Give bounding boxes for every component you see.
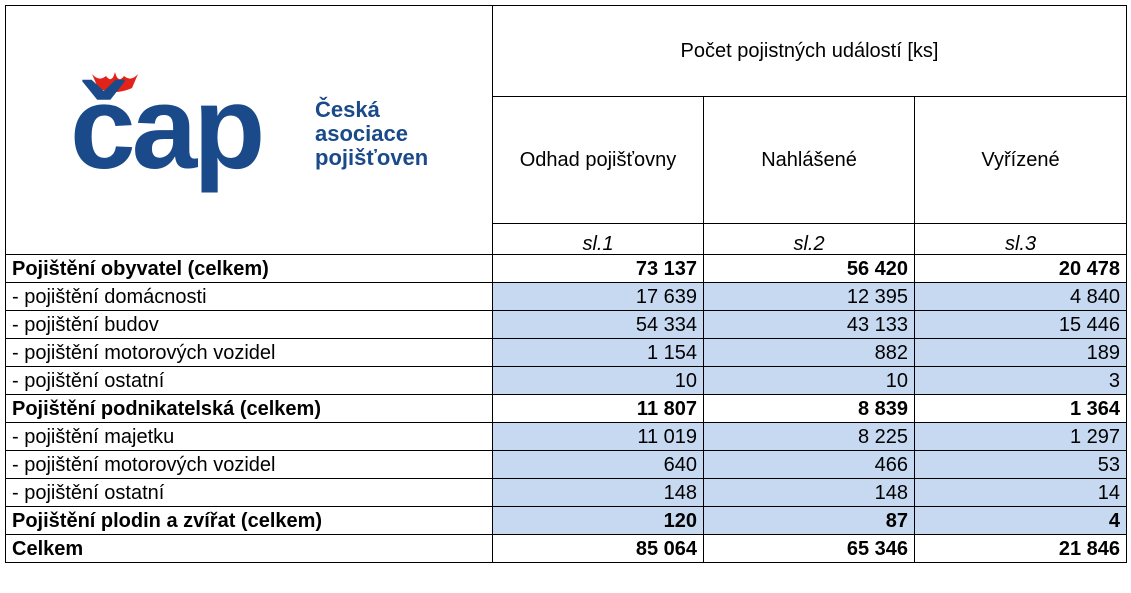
logo-cell	[6, 6, 493, 255]
row-value: 882	[704, 339, 915, 367]
column-header-settled: Vyřízené	[915, 97, 1127, 224]
row-label: Pojištění plodin a zvířat (celkem)	[6, 507, 493, 535]
row-value: 87	[704, 507, 915, 535]
row-label: Celkem	[6, 535, 493, 563]
row-value: 54 334	[493, 311, 704, 339]
row-value: 3	[915, 367, 1127, 395]
row-value: 1 154	[493, 339, 704, 367]
table-row	[6, 507, 1127, 535]
row-value: 21 846	[915, 535, 1127, 563]
row-value: 10	[704, 367, 915, 395]
row-value: 640	[493, 451, 704, 479]
row-value: 15 446	[915, 311, 1127, 339]
table-row	[6, 311, 1127, 339]
row-value: 4	[915, 507, 1127, 535]
group-header: Počet pojistných událostí [ks]	[493, 6, 1127, 97]
table-row	[6, 367, 1127, 395]
row-value: 189	[915, 339, 1127, 367]
row-value: 14	[915, 479, 1127, 507]
table-row	[6, 451, 1127, 479]
row-value: 56 420	[704, 255, 915, 283]
claims-table	[5, 5, 1127, 563]
column-id-3: sl.3	[915, 223, 1127, 254]
logo-abbrev: čap	[70, 62, 262, 194]
row-label: - pojištění domácnosti	[6, 283, 493, 311]
table-row	[6, 423, 1127, 451]
column-header-reported: Nahlášené	[704, 97, 915, 224]
row-value: 17 639	[493, 283, 704, 311]
row-value: 73 137	[493, 255, 704, 283]
logo-name	[315, 98, 428, 170]
column-id-2: sl.2	[704, 223, 915, 254]
row-value: 10	[493, 367, 704, 395]
table-row	[6, 395, 1127, 423]
logo-name-line-3: pojišťoven	[315, 145, 429, 170]
row-value: 148	[493, 479, 704, 507]
row-label: - pojištění majetku	[6, 423, 493, 451]
row-label: - pojištění budov	[6, 311, 493, 339]
column-header-estimate: Odhad pojišťovny	[493, 97, 704, 224]
cap-logo	[12, 6, 499, 254]
row-value: 4 840	[915, 283, 1127, 311]
row-label: - pojištění ostatní	[6, 367, 493, 395]
row-value: 1 364	[915, 395, 1127, 423]
row-value: 65 346	[704, 535, 915, 563]
row-value: 11 019	[493, 423, 704, 451]
row-value: 8 225	[704, 423, 915, 451]
logo-name-line-2: asociace	[315, 121, 408, 146]
row-label: Pojištění obyvatel (celkem)	[6, 255, 493, 283]
table-row	[6, 255, 1127, 283]
logo-name-line-1: Česká	[315, 97, 380, 122]
table-row	[6, 339, 1127, 367]
row-value: 12 395	[704, 283, 915, 311]
row-value: 11 807	[493, 395, 704, 423]
table-row	[6, 283, 1127, 311]
table-row	[6, 535, 1127, 563]
row-value: 148	[704, 479, 915, 507]
table-row	[6, 479, 1127, 507]
row-value: 120	[493, 507, 704, 535]
row-label: - pojištění ostatní	[6, 479, 493, 507]
row-value: 85 064	[493, 535, 704, 563]
row-value: 466	[704, 451, 915, 479]
row-value: 1 297	[915, 423, 1127, 451]
row-label: - pojištění motorových vozidel	[6, 339, 493, 367]
column-id-1: sl.1	[493, 223, 704, 254]
row-label: Pojištění podnikatelská (celkem)	[6, 395, 493, 423]
row-value: 20 478	[915, 255, 1127, 283]
row-label: - pojištění motorových vozidel	[6, 451, 493, 479]
row-value: 8 839	[704, 395, 915, 423]
row-value: 43 133	[704, 311, 915, 339]
row-value: 53	[915, 451, 1127, 479]
